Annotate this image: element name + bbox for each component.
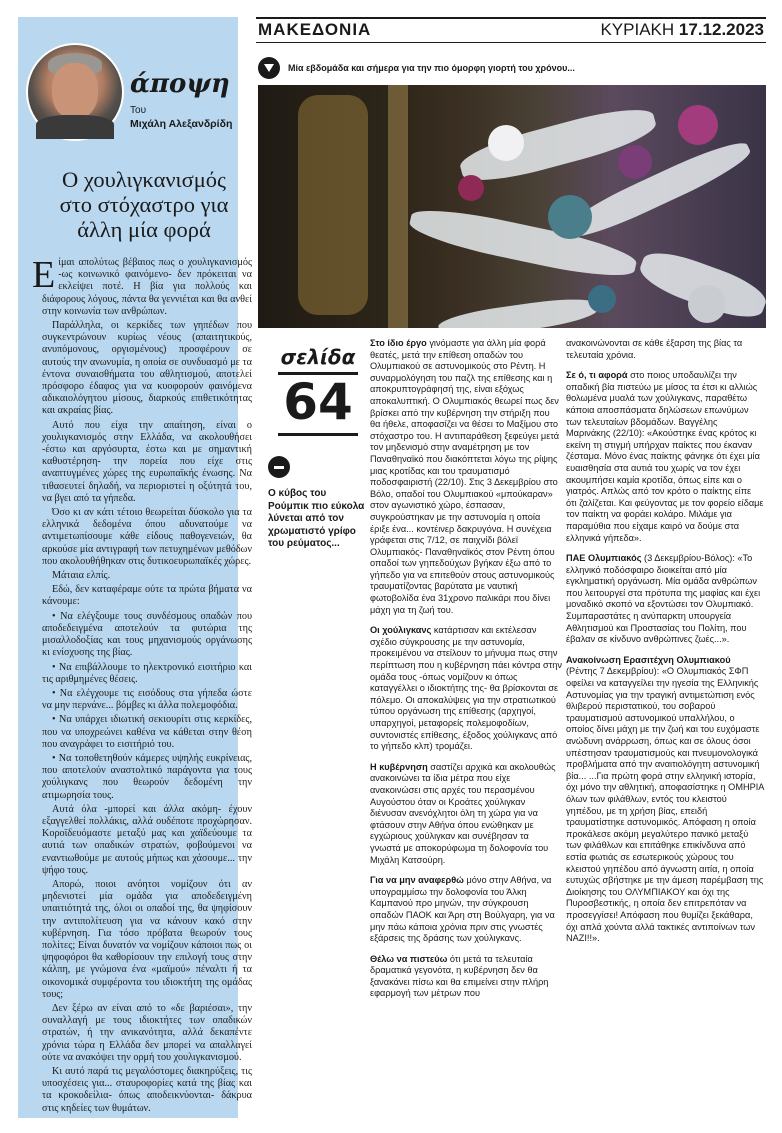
opinion-paragraph: Αυτό που είχα την απαίτηση, είναι ο χουλιγκανισμός στην Ελλάδα, να ακολουθήσει -έστω και αργόσυρτα, έστω και με σημαντική καθυστέρηση- την πορεία που είχε στις αναπτυγμένες χώρες της ευρωπαϊκής ένωσης. Να τιθασευτεί δηλαδή, να περιοριστεί η οξύτητά του, να βγει από τα γήπεδα. bbox=[42, 419, 252, 504]
article-paragraph bbox=[370, 625, 562, 753]
paragraph-text: γινόμαστε για άλλη μία φορά θεατές, μετά την επίθεση οπαδών του Ολυμπιακού σε αστυνομικούς στο Ρέντη. Η συναρμολόγηση του παζλ της επίθεσης και η αποκρυπτογράφησή της, είναι εξόχως αποκαλυπτική. Ο Ολυμπιακός θεωρεί πως δεν βρίσκει από την κυβέρνηση την στήριξη που θα ήθελε, αποφασίζει να θέσει το Μαξίμου στο στόχαστρο του. Η αντιπαράθεση ξεφεύγει μετά τον μηδενισμό στην αναμέτρηση με τον Παναθηναϊκό που διακόπτεται λόγω της ρίψης μιας κροτίδας και του τραυματισμό ποδοσφαιριστή (22/10). Στις 3 Δεκεμβρίου στο Βόλο, οπαδοί του Ολυμπιακού «μπούκαραν» στον αγωνιστικό χώρο, έσπασαν, συγκρούστηκαν με την αστυνομία η οποία έριξε ένα... κοντέινερ δακρυγόνα. Η συνέχεια γράφεται στις 7/12, σε παιχνίδι βόλεϊ Ολυμπιακός- Παναθηναϊκός στον Ρέντη όπου οπαδοί των γηπεδούχων βγήκαν έξω από το γήπεδο για να επιτεθούν στους αστυνομικούς τραυματίζοντας βαρύτατα με ναυτική φωτοβολίδα ένα 31χρονο παλικάρι που δίνει μάχη για τη ζωή του. bbox=[370, 338, 560, 615]
article-paragraph bbox=[566, 655, 764, 945]
article-paragraph bbox=[370, 338, 562, 616]
triangle-bullet-icon bbox=[258, 57, 280, 79]
top-rule bbox=[256, 17, 766, 19]
article-paragraph bbox=[566, 370, 764, 544]
page-reference bbox=[270, 345, 366, 437]
opinion-paragraph: Αυτά όλα -μπορεί και άλλα ακόμη- έχουν εξαγγελθεί πολλάκις, αλλά ουδέποτε προχώρησαν. Κοροϊδευόμαστε μεταξύ μας και χαϊδεύουμε τα αυτιά των οπαδικών στρατών, φοβούμενοι να εναντιωθούμε με αυτούς μήπως και χάσουμε... την ψήφο τους. bbox=[42, 803, 252, 876]
opinion-paragraph: Απορώ, ποιοι ανόητοι νομίζουν ότι αν μηδενιστεί μία ομάδα για αποδεδειγμένη υπαιτιότητά της, όλοι οι οπαδοί της, θα ψηφίσουν την αντιπολίτευση για να κάνουν κακό στην κυβέρνηση. Για τόσο πρόβατα θεωρούν τους πολίτες; Είναι δυνατόν να νομίζουν κάποιοι πως οι ψηφοφόροι θα καθορίσουν την επιλογή τους στην κάλπη, με γνώμονα ένα «μαϊμού» πέναλτι ή τα οικονομικά συμφέροντα του ιδιοκτήτη της ομάδας τους; bbox=[42, 878, 252, 1000]
paragraph-lead: Ανακοίνωση Ερασιτέχνη Ολυμπιακού bbox=[566, 654, 731, 665]
article-paragraph bbox=[566, 553, 764, 646]
paragraph-text: ότι μετά τα τελευταία δραματικά γεγονότα, η κυβέρνηση δεν θα ξανακάνει πίσω και θα επιμείνει στην πλήρη εφαρμογή των μέτρων που bbox=[370, 953, 549, 999]
opinion-sidebar bbox=[18, 17, 252, 1118]
article-paragraph bbox=[370, 762, 562, 866]
paragraph-text: ανακοινώνονται σε κάθε έξαρση της βίας τα τελευταία χρόνια. bbox=[566, 338, 743, 360]
avatar-shirt bbox=[36, 115, 114, 139]
opinion-paragraph: Κι αυτό παρά τις μεγαλόστομες διακηρύξεις, τις υποσχέσεις για... σταυροφορίες κατά της βίας και τα κροκοδείλια- όπως αποδεικνύονται- δάκρυα στις κηδείες των θυμάτων. bbox=[42, 1066, 252, 1114]
paragraph-lead: ΠΑΕ Ολυμπιακός bbox=[566, 553, 642, 564]
paragraph-text: στο ποιος υποδαυλίζει την οπαδική βία πιστεύω με μίσος τα έτσι κι αλλιώς θολωμένα μυαλά των χούλιγκανς, παραθέτω κάποια αποσπάσματα δηλώσεων επωνύμων των τελευταίων βδομάδων. Βαγγέλης Μαρινάκης (22/10): «Ακούστηκε ένας κρότος κι εκείνη τη στιγμή υπήρχαν παίκτες που έκαναν ζέσταμα. Μόνο ένας παίκτης φάνηκε ότι έχει μία ευαισθησία στα αυτιά του χωρίς να τον έχει ακουμπήσει καμία κροτίδα, όπως είπε και ο γιατρός. Απλώς από τον κρότο ο παίκτης είπε ότι ζαλίζεται. Και φεύγοντας με τον φορείο είδαμε τον παίκτη να φοράει κολάρο. Μιλάμε για παραμύθια που είχαμε καιρό να δούμε στα ελληνικά γήπεδα». bbox=[566, 370, 764, 543]
christmas-tree-photo bbox=[258, 85, 766, 328]
avatar-face bbox=[52, 63, 98, 119]
paragraph-text: μόνο στην Αθήνα, να υπογραμμίσω την δολοφονία του Άλκη Καμπανού προ μηνών, την σύγκρουση οπαδών ΠΑΟΚ και Άρη στη Βούλγαρη, για να μην πάω κάποια χρόνια πριν στις γνωστές εξάρσεις της δράσης των χούλιγκανς. bbox=[370, 875, 555, 944]
paragraph-lead: Σε ό, τι αφορά bbox=[566, 370, 628, 381]
page-number: 64 bbox=[283, 373, 353, 431]
opinion-paragraph: • Να τοποθετηθούν κάμερες υψηλής ευκρίνειας, που αποτελούν αναστολτικό παράγοντα για τους χούλιγκανς που θεωρούν δεδομένη την ατιμωρησία τους. bbox=[42, 752, 252, 801]
page-divider-bottom bbox=[278, 433, 358, 436]
paragraph-lead: Για να μην αναφερθώ bbox=[370, 875, 464, 886]
dateline-day: ΚΥΡΙΑΚΗ bbox=[600, 20, 675, 39]
article-paragraph bbox=[370, 954, 562, 1000]
header-rule bbox=[256, 42, 766, 43]
paragraph-text: (Ρέντης 7 Δεκεμβρίου): «Ο Ολυμπιακός ΣΦΠ οφείλει να καταγγείλει την ηγεσία της Ελληνικής Αστυνομίας για την τραγική αντιμετώπιση ενός θλιβερού περιστατικού, του σοβαρού τραυματισμού αστυνομικού υπαλλήλου, ο οποίος δίνει μάχη με την ζωή και του ευχόμαστε ανώδυνη ανάρρωση, όπως και σε όλους όσοι υπέστησαν τραυματισμούς και πνευμονολογικά προβλήματα από την αναιτιολόγητη αστυνομική βία... ...Για πρώτη φορά στην ελληνική ιστορία, όχι μόνο την αθλητική, αποφασίστηκε η ΟΜΗΡΙΑ όλων των φιλάθλων, εντός του κλειστού γηπέδου, με τη χρήση βίας, επειδή τραυματίστηκε αστυνομικός. Απόφαση η οποία προκάλεσε ακόμη μεγαλύτερο πανικό μεταξύ των φιλάθλων και επιτάθηκε επικίνδυνα από εστία φωτιάς σε εσωτερικούς χώρους του κλειστού γηπέδου από άγνωστη αιτία, η οποία ευτυχώς σβήστηκε με την άμεση παρέμβαση της Διοίκησης του ΟΛΥΜΠΙΑΚΟΥ και όχι της Πυροσβεστικής, η οποία δεν επιτρεπόταν να προσεγγίσει! Απόφαση που θυμίζει ξεκάθαρα, όχι απλά χούντα αλλά τακτικές αντιποίνων των NAZI!!». bbox=[566, 666, 764, 944]
paragraph-text: σαστίζει αρχικά και ακολουθώς ανακοινώνει τα ίδια μέτρα που είχε ανακοινώσει στις αρχές του περασμένου Αυγούστου όταν οι Κροάτες χούλιγκαν διένυσαν ανενόχλητοι όλη τη χώρα για να φτάσουν στην Αθήνα όπου ενώθηκαν με εγχώριους χούλιγκαν και συνέβησαν τα γνωστά με αποκορύφωμα τη δολοφονία του Μιχάλη Κατσούρη. bbox=[370, 761, 556, 865]
paragraph-text: κατάρτισαν και εκτέλεσαν σχέδιο σύγκρουσης με την αστυνομία, προκειμένου να στείλουν το μήνυμα πως στην περίπτωση που η κυβέρνηση πάει κόντρα στην ομάδα τους -όπως νομίζουν κι όπως καταγγέλλει ο ιδιοκτήτης της- θα βρίσκονται σε πόλεμο. Οι αποκαλύψεις για την στρατιωτικού τύπου οργάνωση της επίθεσης (αρχηγοί, υπαρχηγοί, μεταφορείς πολεμοφοδίων, συντονιστές επίθεσης, έξοδος χούλιγκανς από το γήπεδο κλπ) τρομάζει. bbox=[370, 625, 562, 752]
paragraph-text: (3 Δεκεμβρίου-Βόλος): «Το ελληνικό ποδόσφαιρο διοικείται από μία εγκληματική οργάνωση. Μία ομάδα ανθρώπων που λειτουργεί στα πρότυπα της μαφίας και έχει μοναδικό σκοπό να εξοντώσει τον Ολυμπιακό. Συμπαραστάτες η ανύπαρκτη υπουργεία Αθλητισμού και Προστασίας του Πολίτη, που έβαλαν σε κίνδυνο ανθρώπινες ζωές...». bbox=[566, 553, 761, 645]
minus-bullet-icon bbox=[268, 456, 290, 478]
teaser-text: Ο κύβος του Ρούμπικ πιο εύκολα λύνεται από τον χρωματιστό γρίφο του ρεύματος... bbox=[268, 488, 365, 549]
opinion-paragraph: Δεν ξέρω αν είναι από το «δε βαριέσαι», την συναλλαγή με τους ιδιοκτήτες των οπαδικών στρατών, ή την ανικανότητα, αλλά δεκαπέντε χρόνια τώρα η Ελλάδα δεν μπορεί να απαλλαγεί ούτε να ανακόψει την ορμή του χουλιγκανισμού. bbox=[42, 1002, 252, 1063]
paragraph-lead: Οι χούλιγκανς bbox=[370, 625, 432, 636]
opinion-paragraph: Εδώ, δεν καταφέραμε ούτε τα πρώτα βήματα να κάνουμε: bbox=[42, 584, 252, 608]
paragraph-lead: Η κυβέρνηση bbox=[370, 761, 428, 772]
opinion-label: άποψη bbox=[130, 69, 230, 99]
section-title: ΜΑΚΕΔΟΝΙΑ bbox=[258, 20, 372, 39]
opinion-paragraph: • Να ελέγξουμε τους συνδέσμους οπαδών που αποδεδειγμένα αποτελούν τα φυτώρια της μισαλλοδοξίας και τους μηχανισμούς οργάνωσης κι ενίσχυσης της βίας. bbox=[42, 610, 252, 659]
opinion-paragraph: • Να επιβάλλουμε το ηλεκτρονικό εισιτήριο και τις αριθμημένες θέσεις. bbox=[42, 661, 252, 685]
opinion-paragraph: ίμαι απολύτως βέβαιος πως ο χουλιγκανισμός -ως κοινωνικό φαινόμενο- δεν πρόκειται να εκλείψει ποτέ. Η βία για πολλούς και διάφορους λόγους, πάντα θα γεννιέται και θα ανθεί στην κοινωνία των ανθρώπων. bbox=[42, 257, 252, 317]
author-avatar bbox=[26, 43, 124, 141]
byline-prefix: Του bbox=[130, 105, 147, 116]
opinion-paragraph: Μάταια ελπίς. bbox=[52, 570, 111, 582]
opinion-paragraph: • Να υπάρχει ιδιωτική σεκιουρίτι στις κερκίδες, που να υποχρεώνει καθένα να κάθεται στην θέση που αναγράφει το εισιτήριό του. bbox=[42, 714, 252, 750]
opinion-paragraph: Παράλληλα, οι κερκίδες των γηπέδων που συγκεντρώνουν κυρίως νέους (απαιτητικούς, ανυπόμονους, οργισμένους) προσφέρουν σε αυτούς την ανωνυμία, η οποία σε συνδυασμό με τα έντονα συναισθήματα του αθλητισμού, αποτελεί πρόσφορο έδαφος για να κυοφορούν φαινόμενα αδικαιολόγητου μίσους, διαρκούς επιθετικότητας και ακραίας βίας. bbox=[42, 320, 252, 417]
dropcap: Ε bbox=[32, 254, 56, 296]
opinion-headline: Ο χουλιγκανισμός στο στόχαστρο για άλλη μία φορά bbox=[59, 167, 229, 242]
opinion-paragraph: • Να ελέγχουμε τις εισόδους στα γήπεδα ώστε να μην περνάνε... βόμβες κι άλλα πολεμοφόδια. bbox=[42, 687, 252, 712]
article-column-2 bbox=[566, 338, 764, 954]
article-paragraph bbox=[370, 875, 562, 945]
photo-caption: Μία εβδομάδα και σήμερα για την πιο όμορφη γιορτή του χρόνου... bbox=[288, 63, 575, 73]
dateline bbox=[600, 20, 764, 40]
dateline-date: 17.12.2023 bbox=[678, 20, 764, 39]
article-paragraph bbox=[566, 338, 764, 361]
page-word: σελίδα bbox=[280, 345, 356, 369]
paragraph-lead: Στο ίδιο έργο bbox=[370, 338, 427, 348]
article-column-1 bbox=[370, 338, 562, 1009]
opinion-paragraph: Όσο κι αν κάτι τέτοιο θεωρείται δύσκολο για τα ελληνικά δεδομένα όπου αδυνατούμε να αντιμετωπίσουμε κάθε είδους παθογενειών, θα αρκούσε μία αντιγραφή των πετυχημένων μεθόδων που ακολουθήθηκαν στις δυτικοευρωπαϊκές χώρες. bbox=[42, 507, 252, 567]
paragraph-lead: Θέλω να πιστεύω bbox=[370, 953, 448, 964]
opinion-body bbox=[32, 254, 252, 1117]
author-byline: Μιχάλη Αλεξανδρίδη bbox=[130, 118, 233, 130]
